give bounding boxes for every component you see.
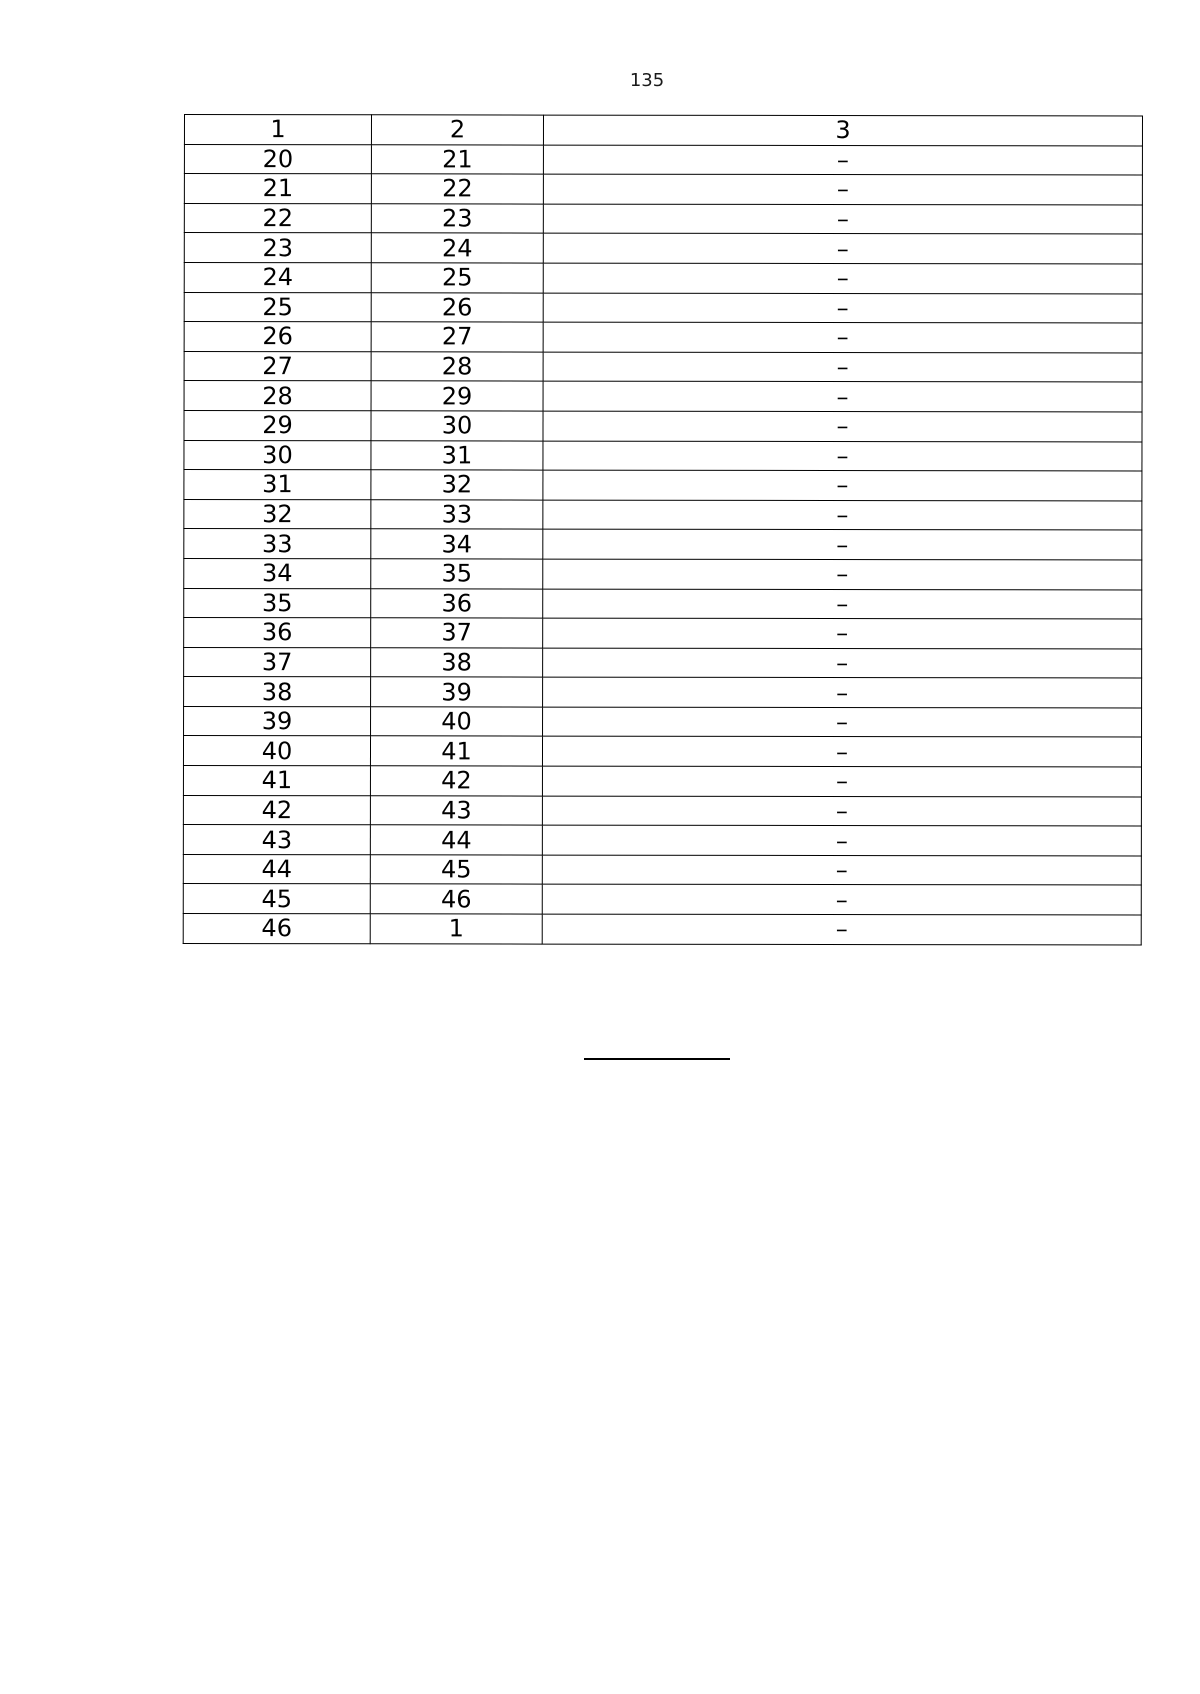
table-row [184,499,1142,530]
table-cell-col-2: 23 [371,204,543,234]
table-cell-col-3: – [543,648,1142,679]
table-cell-col-2: 36 [371,588,543,618]
table-row [184,440,1142,471]
table-cell-col-1: 46 [183,914,370,944]
table-row [184,351,1142,382]
table-cell-col-3: – [543,293,1142,324]
table-cell-col-1: 25 [184,292,371,322]
table-row [184,647,1142,678]
table-cell-col-2: 44 [370,825,542,855]
table-cell-col-2: 40 [371,707,543,737]
table-cell-col-2: 43 [370,795,542,825]
table-cell-col-2: 25 [371,263,543,293]
table-row [183,736,1141,767]
column-header-3: 3 [543,115,1142,146]
table-cell-col-3: – [543,204,1142,235]
table-cell-col-1: 27 [184,351,371,381]
table-cell-col-2: 28 [371,352,543,382]
table-cell-col-2: 46 [370,884,542,914]
table-cell-col-2: 35 [371,559,543,589]
table-cell-col-3: – [543,381,1142,412]
table-cell-col-3: – [542,796,1141,827]
table-row [184,292,1142,323]
table-cell-col-1: 41 [183,766,370,796]
table-cell-col-2: 21 [371,144,543,174]
page-number: 135 [629,70,665,91]
table-row [184,529,1142,560]
table-container [183,114,1143,945]
table-cell-col-3: – [542,766,1141,797]
table-cell-col-1: 24 [184,262,371,292]
table-cell-col-1: 45 [183,884,370,914]
table-row [184,618,1142,649]
table-cell-col-3: – [543,263,1142,294]
table-cell-col-1: 34 [184,558,371,588]
table-cell-col-3: – [543,411,1142,442]
table-cell-col-1: 40 [183,736,370,766]
table-cell-col-1: 22 [184,203,371,233]
table-row [184,144,1142,175]
table-cell-col-2: 37 [371,618,543,648]
table-cell-col-2: 1 [370,914,542,944]
table-cell-col-3: – [543,677,1142,708]
table-row [183,766,1141,797]
column-header-1: 1 [184,115,371,145]
table-row [184,203,1142,234]
table-cell-col-2: 45 [370,855,542,885]
table-cell-col-1: 43 [183,825,370,855]
table-cell-col-3: – [543,441,1142,472]
table-cell-col-1: 28 [184,381,371,411]
table-cell-col-3: – [542,825,1141,856]
table-cell-col-1: 26 [184,322,371,352]
table-cell-col-1: 21 [184,174,371,204]
table-row [184,470,1142,501]
column-header-2: 2 [371,115,543,145]
table-cell-col-3: – [543,233,1142,264]
table-cell-col-2: 22 [371,174,543,204]
table-row [184,233,1142,264]
table-cell-col-2: 29 [371,381,543,411]
table-cell-col-2: 42 [370,766,542,796]
table-row [183,914,1141,945]
table-cell-col-1: 35 [184,588,371,618]
table-cell-col-1: 38 [184,677,371,707]
table-cell-col-3: – [542,885,1141,916]
table-cell-col-3: – [543,322,1142,353]
table-cell-col-3: – [542,855,1141,886]
table-cell-col-3: – [543,618,1142,649]
table-cell-col-2: 41 [370,736,542,766]
table-row [184,381,1142,412]
table-row [184,588,1142,619]
table-cell-col-2: 38 [371,647,543,677]
table-row [183,825,1141,856]
table-row [184,706,1142,737]
end-rule [584,1058,730,1060]
table-cell-col-3: – [543,145,1142,176]
table-body [183,115,1142,945]
table-cell-col-3: – [543,470,1142,501]
table-cell-col-1: 20 [184,144,371,174]
table-cell-col-3: – [543,559,1142,590]
table-cell-col-1: 36 [184,618,371,648]
table-cell-col-1: 29 [184,410,371,440]
table-cell-col-3: – [542,737,1141,768]
table-cell-col-2: 24 [371,233,543,263]
table-cell-col-2: 27 [371,322,543,352]
table-cell-col-1: 23 [184,233,371,263]
table-row [183,854,1141,885]
table-cell-col-1: 42 [183,795,370,825]
table-cell-col-2: 33 [371,500,543,530]
table-cell-col-2: 30 [371,411,543,441]
table-header-row [184,115,1142,146]
table-row [184,174,1142,205]
table-cell-col-3: – [543,500,1142,531]
table-row [183,884,1141,915]
table-cell-col-3: – [543,529,1142,560]
table-cell-col-3: – [542,914,1141,945]
table-cell-col-3: – [543,707,1142,738]
table-cell-col-1: 30 [184,440,371,470]
table-cell-col-1: 44 [183,854,370,884]
table-cell-col-3: – [543,589,1142,620]
table-row [184,558,1142,589]
table-cell-col-1: 31 [184,470,371,500]
table-row [183,795,1141,826]
table-cell-col-1: 33 [184,529,371,559]
table-cell-col-2: 31 [371,440,543,470]
table-cell-col-1: 39 [184,706,371,736]
table-cell-col-2: 32 [371,470,543,500]
table-cell-col-1: 37 [184,647,371,677]
table-row [184,322,1142,353]
data-table [183,114,1143,945]
table-cell-col-2: 39 [371,677,543,707]
table-cell-col-3: – [543,174,1142,205]
table-cell-col-2: 26 [371,292,543,322]
table-cell-col-1: 32 [184,499,371,529]
table-row [184,410,1142,441]
table-row [184,677,1142,708]
table-cell-col-2: 34 [371,529,543,559]
table-row [184,262,1142,293]
table-cell-col-3: – [543,352,1142,383]
